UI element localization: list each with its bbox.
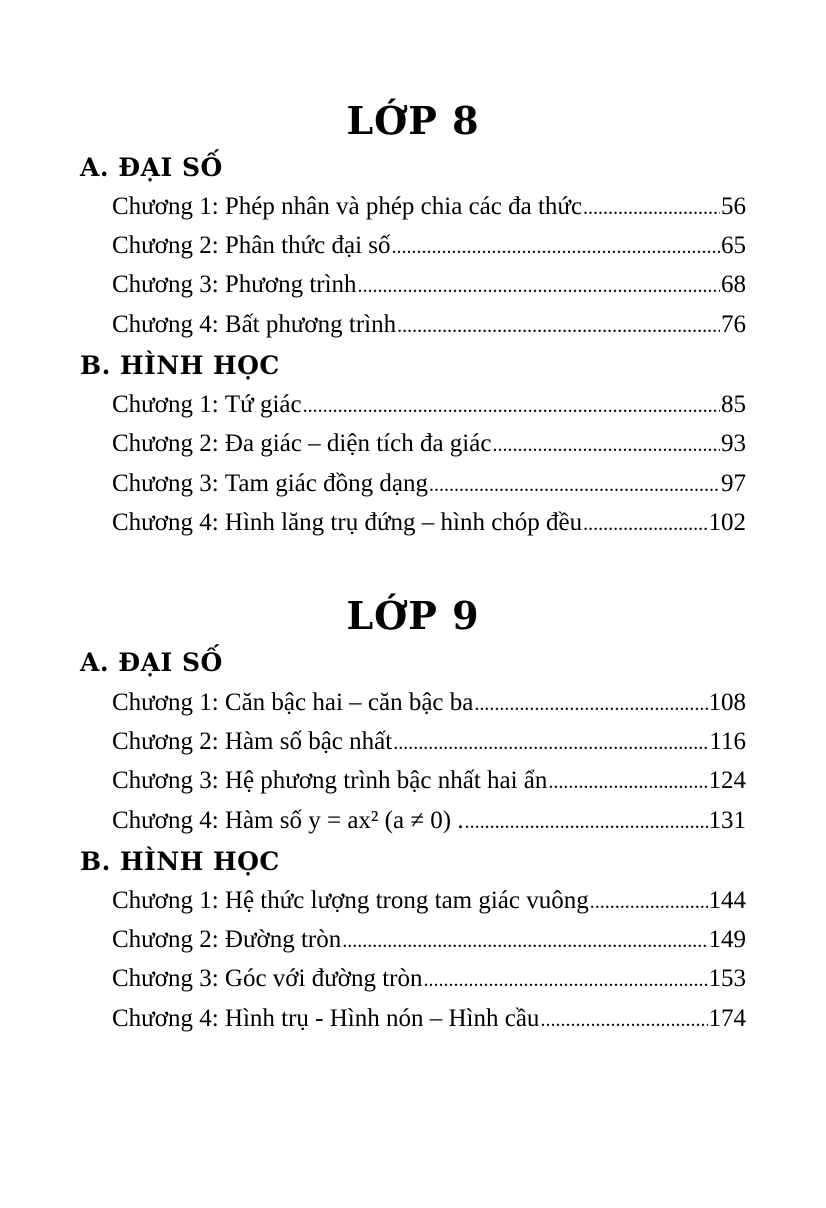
toc-entry[interactable] bbox=[112, 886, 746, 916]
chapter-title: Phương trình bbox=[224, 271, 357, 298]
page-number: 68 bbox=[721, 271, 746, 298]
toc-entry[interactable] bbox=[112, 192, 746, 222]
page-number: 85 bbox=[721, 391, 746, 418]
dot-leader bbox=[474, 689, 707, 719]
dot-leader bbox=[540, 1005, 707, 1035]
toc-entry[interactable] bbox=[112, 925, 746, 955]
page-number: 131 bbox=[708, 807, 746, 834]
chapter-label: Chương 1: bbox=[112, 887, 219, 914]
page-number: 174 bbox=[708, 1005, 746, 1032]
page-number: 108 bbox=[708, 689, 746, 716]
chapter-title: Phép nhân và phép chia các đa thức bbox=[224, 193, 583, 220]
chapter-title: Hàm số y = ax² (a ≠ 0) . bbox=[224, 807, 464, 834]
chapter-title: Hình lăng trụ đứng – hình chóp đều bbox=[224, 509, 583, 536]
chapter-title: Tứ giác bbox=[224, 391, 302, 418]
dot-leader bbox=[424, 965, 708, 995]
toc-entry[interactable] bbox=[112, 231, 746, 261]
chapter-title: Đường tròn bbox=[224, 926, 342, 953]
dot-leader bbox=[583, 193, 720, 223]
chapter-label: Chương 2: bbox=[112, 728, 219, 755]
dot-leader bbox=[393, 728, 708, 758]
chapter-label: Chương 3: bbox=[112, 271, 219, 298]
toc-entry[interactable] bbox=[112, 310, 746, 340]
chapter-label: Chương 4: bbox=[112, 509, 219, 536]
toc-entry[interactable] bbox=[112, 390, 746, 420]
chapter-label: Chương 3: bbox=[112, 767, 219, 794]
page-number: 97 bbox=[721, 470, 746, 497]
chapter-label: Chương 1: bbox=[112, 689, 219, 716]
dot-leader bbox=[583, 509, 707, 539]
page-number: 65 bbox=[721, 232, 746, 259]
page-number: 56 bbox=[721, 193, 746, 220]
toc-entry[interactable] bbox=[112, 1004, 746, 1034]
toc-entry[interactable] bbox=[112, 727, 746, 757]
dot-leader bbox=[465, 807, 708, 837]
chapter-label: Chương 2: bbox=[112, 430, 219, 457]
grade-9-title: LỚP 9 bbox=[346, 593, 480, 638]
chapter-title: Hàm số bậc nhất bbox=[224, 728, 393, 755]
grade-8-algebra-heading: A. ĐẠI SỐ bbox=[80, 153, 223, 182]
page-number: 149 bbox=[708, 926, 746, 953]
chapter-title: Căn bậc hai – căn bậc ba bbox=[224, 689, 474, 716]
chapter-label: Chương 2: bbox=[112, 926, 219, 953]
page-number: 116 bbox=[709, 728, 746, 755]
grade-9-geometry-heading: B. HÌNH HỌC bbox=[80, 847, 280, 876]
chapter-title: Tam giác đồng dạng bbox=[224, 470, 428, 497]
chapter-title: Hệ phương trình bậc nhất hai ẩn bbox=[224, 767, 548, 794]
chapter-label: Chương 1: bbox=[112, 193, 219, 220]
chapter-title: Phân thức đại số bbox=[224, 232, 391, 259]
dot-leader bbox=[342, 926, 707, 956]
toc-entry[interactable] bbox=[112, 806, 746, 836]
page-number: 93 bbox=[721, 430, 746, 457]
chapter-title: Bất phương trình bbox=[224, 311, 397, 338]
chapter-title: Góc với đường tròn bbox=[224, 965, 423, 992]
chapter-label: Chương 4: bbox=[112, 1005, 219, 1032]
chapter-title: Đa giác – diện tích đa giác bbox=[224, 430, 492, 457]
chapter-label: Chương 3: bbox=[112, 470, 219, 497]
dot-leader bbox=[492, 430, 720, 460]
toc-entry[interactable] bbox=[112, 270, 746, 300]
grade-8-geometry-heading: B. HÌNH HỌC bbox=[80, 351, 280, 380]
chapter-title: Hệ thức lượng trong tam giác vuông bbox=[224, 887, 589, 914]
grade-8-title: LỚP 8 bbox=[346, 98, 480, 143]
dot-leader bbox=[392, 232, 720, 262]
dot-leader bbox=[548, 767, 707, 797]
dot-leader bbox=[590, 887, 708, 917]
toc-entry[interactable] bbox=[112, 508, 746, 538]
dot-leader bbox=[397, 311, 720, 341]
toc-entry[interactable] bbox=[112, 766, 746, 796]
toc-entry[interactable] bbox=[112, 469, 746, 499]
page-number: 102 bbox=[708, 509, 746, 536]
chapter-label: Chương 4: bbox=[112, 807, 219, 834]
dot-leader bbox=[429, 470, 720, 500]
page-number: 124 bbox=[708, 767, 746, 794]
grade-9-algebra-heading: A. ĐẠI SỐ bbox=[80, 648, 223, 677]
chapter-label: Chương 2: bbox=[112, 232, 219, 259]
toc-entry[interactable] bbox=[112, 688, 746, 718]
page-number: 144 bbox=[708, 887, 746, 914]
chapter-label: Chương 3: bbox=[112, 965, 219, 992]
chapter-label: Chương 1: bbox=[112, 391, 219, 418]
chapter-title: Hình trụ - Hình nón – Hình cầu bbox=[224, 1005, 540, 1032]
toc-entry[interactable] bbox=[112, 429, 746, 459]
chapter-label: Chương 4: bbox=[112, 311, 219, 338]
toc-entry[interactable] bbox=[112, 964, 746, 994]
dot-leader bbox=[303, 391, 720, 421]
dot-leader bbox=[358, 271, 720, 301]
page-number: 76 bbox=[721, 311, 746, 338]
page-number: 153 bbox=[708, 965, 746, 992]
